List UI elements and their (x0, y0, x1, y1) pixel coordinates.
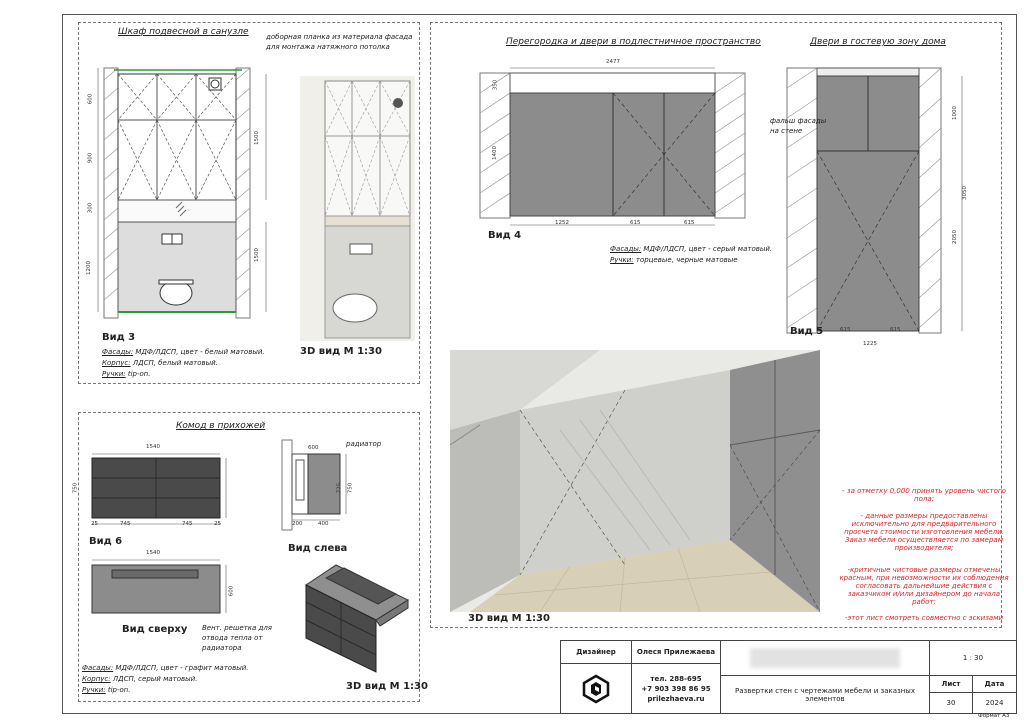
wardrobe-title: Шкаф подвесной в санузле (118, 27, 249, 37)
dresser-dim-top-1540: 1540 (146, 550, 160, 556)
doors-dim-1225: 1225 (863, 341, 877, 347)
wardrobe-dim-300: 300 (87, 202, 94, 214)
partition-drawing (475, 68, 755, 233)
dresser-vent-3: радиатора (202, 644, 242, 652)
logo-icon (582, 675, 610, 703)
doors-dim-615a: 615 (840, 327, 851, 333)
tb-site: prilezhaeva.ru (647, 694, 705, 703)
partition-view-label: Вид 4 (488, 230, 522, 241)
tb-phone1: тел. 288-695 (650, 674, 702, 683)
tb-sheet-label: Лист (930, 676, 973, 693)
dresser-dim-400: 400 (318, 521, 329, 527)
partition-dim-total: 2477 (606, 59, 620, 65)
partition-dim-right: 615 (684, 220, 695, 226)
dresser-left-label: Вид слева (288, 543, 348, 554)
doors-fake-facade-2: на стене (770, 127, 803, 135)
tb-date: 2024 (985, 699, 1004, 707)
dresser-dim-25b: 25 (214, 521, 221, 527)
dresser-dim-725: 725 (336, 482, 343, 494)
wardrobe-view-label: Вид 3 (102, 332, 136, 343)
wardrobe-3d-label: 3D вид М 1:30 (300, 346, 382, 357)
partition-title: Перегородка и двери в подлестничное пространство (506, 37, 761, 47)
tb-sheet-no: 30 (930, 693, 973, 713)
title-block (560, 640, 1017, 714)
dresser-dim-side-750: 750 (347, 482, 354, 494)
tb-logo (561, 664, 632, 713)
dresser-carcass: Корпус: ЛДСП, серый матовый. (82, 675, 198, 683)
dresser-top-label: Вид сверху (122, 624, 188, 635)
doors-dim-615b: 615 (890, 327, 901, 333)
wardrobe-dim-600: 600 (87, 93, 94, 105)
wardrobe-dim-1500b: 1500 (254, 248, 260, 262)
dresser-front-drawing (86, 440, 246, 535)
doors-dim-3050: 3050 (962, 186, 968, 200)
tb-client-redacted (721, 641, 930, 676)
partition-dim-left: 1252 (555, 220, 569, 226)
dresser-title: Комод в прихожей (176, 421, 266, 431)
dresser-dim-745b: 745 (182, 521, 193, 527)
doors-drawing (782, 56, 952, 346)
dresser-dim-25a: 25 (91, 521, 98, 527)
wardrobe-carcass: Корпус: ЛДСП, белый матовый. (102, 359, 218, 367)
dresser-vent-1: Вент. решетка для (202, 624, 273, 632)
dresser-vent-2: отвода тепла от (202, 634, 263, 642)
wardrobe-front-drawing (84, 40, 284, 330)
wardrobe-handles: Ручки: tip-on. (102, 370, 151, 378)
format-label: Формат А3 (978, 713, 1010, 719)
tb-sheet-title: Развертки стен с чертежами мебели и заказных элементов (721, 676, 930, 713)
doors-dim-2050: 2050 (952, 230, 958, 244)
red-note-3: -этот лист смотреть совместно с эскизами (844, 614, 1004, 622)
wardrobe-facades: Фасады: МДФ/ЛДСП, цвет - белый матовый. (102, 348, 265, 356)
doors-title: Двери в гостевую зону дома (810, 37, 946, 47)
wardrobe-dim-900: 900 (87, 152, 94, 164)
doors-fake-facade-1: фальш фасады (770, 117, 827, 125)
partition-dim-350: 350 (492, 79, 499, 91)
tb-name: Олеся Прилежаева (632, 641, 721, 664)
partition-handles: Ручки: торцевые, черные матовые (610, 256, 738, 264)
tb-role: Дизайнер (561, 641, 632, 664)
dresser-dim-top-600: 600 (228, 585, 235, 597)
partition-facades: Фасады: МДФ/ЛДСП, цвет - серый матовый. (610, 245, 773, 253)
red-note-2: -критичные чистовые размеры отмечены красным, при невозможности их соблюдения согласовать дальнейшие действия с заказчиком и/или дизайнером до начала работ; (839, 566, 1009, 606)
dresser-dim-1540: 1540 (146, 444, 160, 450)
dresser-dim-200: 200 (292, 521, 303, 527)
doors-view-label: Вид 5 (790, 326, 824, 337)
tb-scale: 1 : 30 (930, 641, 1016, 676)
wardrobe-dim-1500a: 1500 (254, 131, 260, 145)
dresser-dim-750: 750 (72, 482, 79, 494)
wardrobe-dim-1200: 1200 (86, 261, 92, 275)
wardrobe-leader-note-2: для монтажа натяжного потолка (266, 43, 390, 51)
dresser-3d-drawing (296, 560, 416, 675)
partition-dim-mid: 615 (630, 220, 641, 226)
tb-date-label: Дата (973, 676, 1016, 693)
dresser-top-drawing (86, 558, 246, 618)
doors-dim-1000: 1000 (952, 106, 958, 120)
dresser-handles: Ручки: tip-on. (82, 686, 131, 694)
perspective-3d-label: 3D вид М 1:30 (468, 613, 550, 624)
dresser-radiator: радиатор (346, 440, 382, 448)
tb-contacts (632, 664, 721, 713)
wardrobe-leader-note-1: доборная планка из материала фасада (266, 33, 413, 41)
red-note-0: - за отметку 0,000 принять уровень чистого пола; (842, 487, 1006, 503)
wardrobe-3d-drawing (300, 76, 415, 341)
dresser-3d-label: 3D вид М 1:30 (346, 681, 428, 692)
dresser-facades: Фасады: МДФ/ЛДСП, цвет - графит матовый. (82, 664, 249, 672)
dresser-dim-side-600: 600 (308, 445, 319, 451)
red-note-1: - данные размеры предоставлены исключительно для предварительного просчета стоимости изготовления мебели. Заказ мебели осуществляется по замерам производителя; (844, 512, 1004, 552)
tb-phone2: +7 903 398 86 95 (641, 684, 711, 693)
partition-dim-1400: 1400 (492, 146, 498, 160)
dresser-view6-label: Вид 6 (89, 536, 123, 547)
perspective-render (450, 350, 820, 612)
dresser-dim-745a: 745 (120, 521, 131, 527)
